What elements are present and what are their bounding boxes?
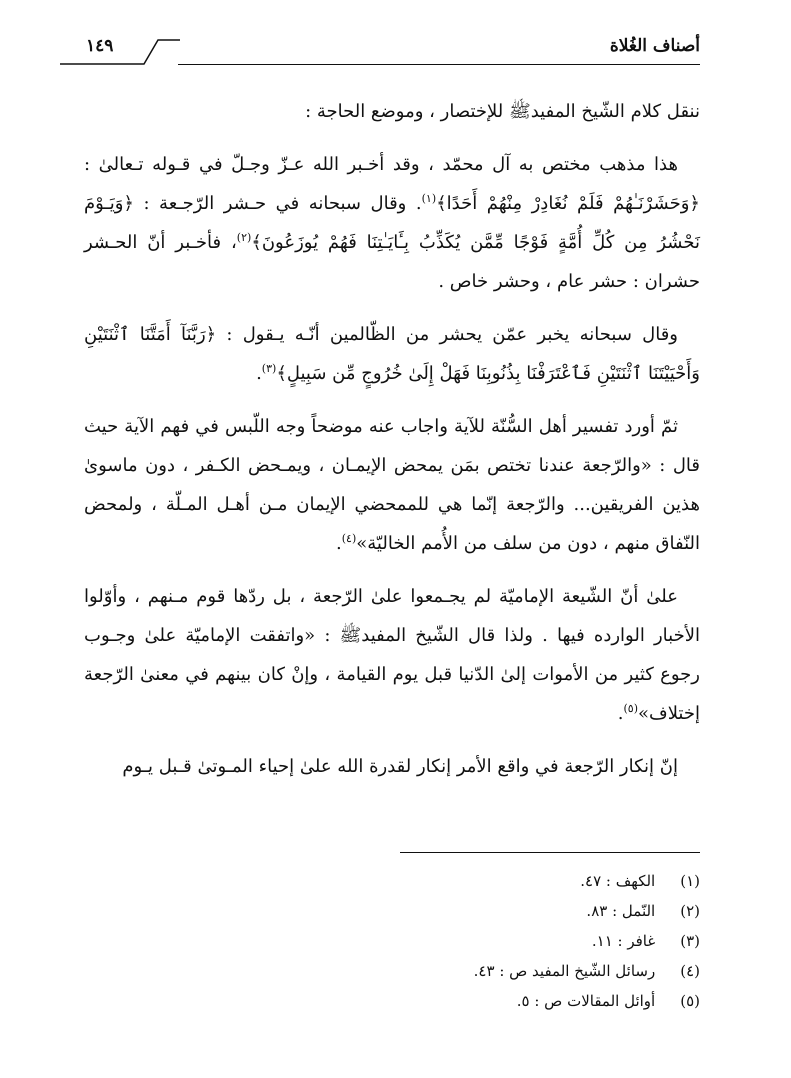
footnote-ref: (٤) — [341, 532, 357, 545]
footnote-ref: (٥) — [623, 702, 639, 715]
footnote-number: (١) — [680, 872, 700, 890]
paragraph — [84, 407, 700, 563]
paragraph-text: . — [336, 533, 342, 554]
paragraph-text: علىٰ أنّ الشّيعة الإماميّة لم يجـمعوا علىٰ الرّجعة ، بل ردّها قوم مـنهم ، وأوّلوا الأخبار الوارده فيها . ولذا قال الشّيخ المفيدﷺ : «واتفقت الإماميّة علىٰ وجـوب رجوع كثير من الأموات إلىٰ الدّنيا قبل يوم القيامة ، وإنْ كان بينهم في معنىٰ الرّجعة إختلاف» — [84, 586, 700, 724]
footnote-ref: (١) — [421, 192, 437, 205]
paragraph — [84, 747, 700, 786]
footnote-ref: (٢) — [236, 231, 252, 244]
footnote-number: (٥) — [680, 992, 700, 1010]
book-title: أصناف الغُلاة — [609, 36, 700, 56]
page-number-tab — [60, 34, 180, 65]
paragraph-text: ننقل كلام الشّيخ المفيدﷺ للإختصار ، وموضع الحاجة : — [305, 101, 700, 122]
footnote-number: (٢) — [680, 902, 700, 920]
footnote-text: الكهف : ٤٧. — [580, 872, 656, 890]
footnote — [300, 866, 700, 896]
body-text — [84, 92, 700, 800]
paragraph-text: وقال سبحانه يخبر عمّن يحشر من الظّالمين أنّـه يـقول : ﴿رَبَّنَآ أَمَتَّنَا ٱثْنَتَيْنِ وَأَحْيَيْتَنَا ٱثْنَتَيْنِ فَٱعْتَرَفْنَا بِذُنُوبِنَا فَهَلْ إِلَىٰ خُرُوجٍ مِّن سَبِيلٍ﴾ — [84, 324, 700, 384]
footnote — [300, 956, 700, 986]
footnote-text: رسائل الشّيخ المفيد ص : ٤٣. — [473, 962, 656, 980]
page-number: ١٤٩ — [86, 36, 114, 56]
header-rule — [178, 64, 700, 65]
running-header — [60, 34, 700, 70]
footnote-number: (٤) — [680, 962, 700, 980]
paragraph-text: . وقال سبحانه في حـشر الرّجـعة : ﴿وَيَـوْمَ نَحْشُرُ مِن كُلِّ أُمَّةٍ فَوْجًا مِّمَّن يُكَذِّبُ بِـَٔايَـٰتِنَا فَهُمْ يُوزَعُونَ﴾ — [84, 193, 700, 253]
paragraph-text: . — [256, 363, 262, 384]
footnote-number: (٣) — [680, 932, 700, 950]
paragraph-text: ، فأخـبر أنّ الحـشر حشران : حشر عام ، وحشر خاص . — [84, 232, 700, 292]
paragraph — [84, 92, 700, 131]
paragraph-text: هذا مذهب مختص به آل محمّد ، وقد أخـبر الله عـزّ وجـلّ في قـوله تـعالىٰ : ﴿وَحَشَرْنَـٰهُمْ فَلَمْ نُغَادِرْ مِنْهُمْ أَحَدًا﴾ — [84, 154, 700, 214]
footnote-text: أوائل المقالات ص : ٥. — [516, 992, 656, 1010]
paragraph — [84, 315, 700, 393]
paragraph-text: إنّ إنكار الرّجعة في واقع الأمر إنكار لقدرة الله علىٰ إحياء المـوتىٰ قـبل يـوم — [122, 756, 678, 777]
paragraph-text: ثمّ أورد تفسير أهل السُّنّة للآية واجاب عنه موضحاً وجه اللّبس في فهم الآية حيث قال : «والرّجعة عندنا تختص بمَن يمحض الإيمـان ، ويمـحض الكـفر ، دون ماسوىٰ هذين الفريقين... والرّجعة إنّما هي للممحضي الإيمان مـن أهـل المـلّة ، ولمحض النّفاق منهم ، دون من سلف من الأُمم الخاليّة» — [84, 416, 700, 554]
footnote-text: النّمل : ٨٣. — [586, 902, 656, 920]
footnote-ref: (٣) — [261, 362, 277, 375]
paragraph — [84, 577, 700, 733]
paragraph-text: . — [617, 703, 624, 724]
footnote-text: غافر : ١١. — [591, 932, 656, 950]
footnotes — [300, 866, 700, 1016]
footnote — [300, 896, 700, 926]
footnote — [300, 926, 700, 956]
footnote-separator — [400, 852, 700, 853]
paragraph — [84, 145, 700, 301]
footnote — [300, 986, 700, 1016]
